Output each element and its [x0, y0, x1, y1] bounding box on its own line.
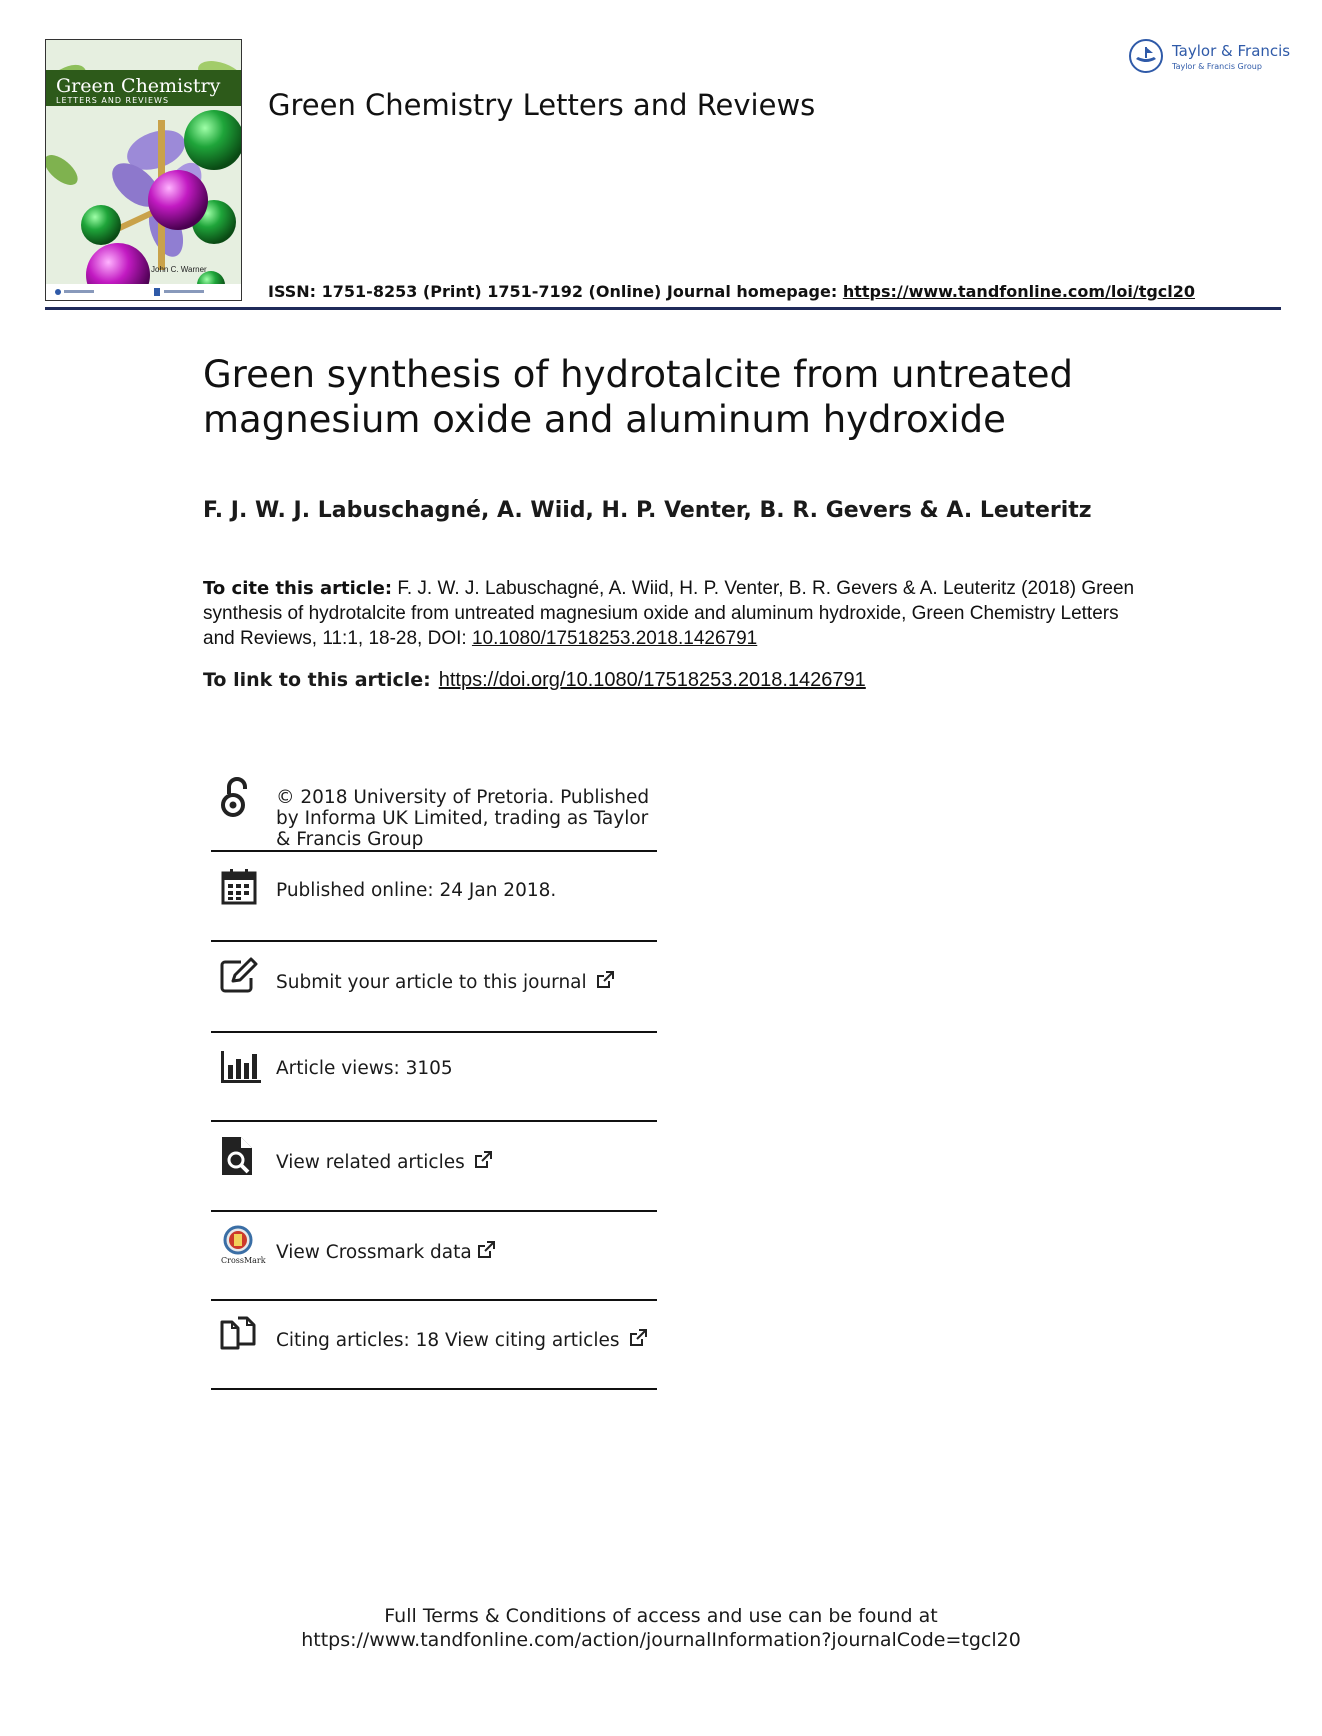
cover-subtitle: LETTERS AND REVIEWS — [56, 96, 170, 105]
calendar-icon — [219, 867, 259, 907]
info-row-submit[interactable] — [211, 942, 657, 1033]
publisher-name: Taylor & Francis — [1172, 42, 1291, 60]
search-document-icon — [219, 1135, 259, 1175]
citing-label: Citing articles: 18 View citing articles — [276, 1330, 620, 1351]
open-access-lock-icon — [219, 776, 259, 816]
external-link-icon — [628, 1328, 648, 1353]
published-text: Published online: 24 Jan 2018. — [276, 880, 557, 901]
issn-text: ISSN: 1751-8253 (Print) 1751-7192 (Online) Journal homepage: — [268, 282, 843, 301]
info-row-license — [211, 770, 657, 852]
info-row-views — [211, 1033, 657, 1122]
cite-text: F. J. W. J. Labuschagné, A. Wiid, H. P. Venter, B. R. Gevers & A. Leuteritz (2018) Green synthesis of hydrotalcite from untreated magnesium oxide and aluminum hydroxide, Green Chemistry Letters and Reviews, 11:1, 18-28, DOI: — [203, 578, 1135, 649]
external-link-icon — [595, 970, 615, 995]
footer-terms-link[interactable]: https://www.tandfonline.com/action/journalInformation?journalCode=tgcl20 — [301, 1629, 1021, 1651]
taylor-francis-logo-icon — [1128, 38, 1164, 74]
publisher-group: Taylor & Francis Group — [1172, 62, 1262, 71]
related-articles-link[interactable] — [276, 1150, 493, 1175]
cover-editor: John C. Warner — [151, 265, 207, 274]
link-block — [203, 669, 866, 692]
authors: F. J. W. J. Labuschagné, A. Wiid, H. P. Venter, B. R. Gevers & A. Leuteritz — [203, 498, 1092, 523]
external-link-icon — [476, 1240, 496, 1265]
info-row-crossmark[interactable] — [211, 1212, 657, 1301]
cite-doi-link[interactable]: 10.1080/17518253.2018.1426791 — [471, 628, 758, 649]
views-text: Article views: 3105 — [276, 1058, 453, 1079]
cite-label: To cite this article: — [203, 578, 393, 599]
divider — [211, 1388, 657, 1390]
citing-articles-link[interactable] — [276, 1328, 648, 1353]
copy-documents-icon — [219, 1314, 259, 1354]
bar-chart-icon — [219, 1049, 259, 1089]
info-row-related[interactable] — [211, 1122, 657, 1212]
external-link-icon — [473, 1150, 493, 1175]
related-label: View related articles — [276, 1152, 465, 1173]
submit-link[interactable] — [276, 970, 615, 995]
submit-label: Submit your article to this journal — [276, 972, 587, 993]
link-label: To link to this article: — [203, 669, 431, 691]
crossmark-link[interactable] — [276, 1240, 496, 1265]
citation-block — [203, 576, 1153, 651]
article-title: Green synthesis of hydrotalcite from untreated magnesium oxide and aluminum hydroxide — [203, 353, 1074, 441]
crossmark-logo-text: CrossMark — [221, 1256, 266, 1265]
journal-cover — [45, 39, 242, 301]
cover-title: Green Chemistry — [56, 75, 221, 97]
footer-line-1: Full Terms & Conditions of access and use can be found at — [384, 1605, 938, 1627]
header-rule — [45, 307, 1281, 310]
footer — [0, 1604, 1322, 1652]
info-row-citing[interactable] — [211, 1301, 657, 1390]
journal-homepage-link[interactable]: https://www.tandfonline.com/loi/tgcl20 — [842, 282, 1196, 301]
license-text: © 2018 University of Pretoria. Published by Informa UK Limited, trading as Taylor & Francis Group — [276, 787, 650, 850]
crossmark-label: View Crossmark data — [276, 1242, 472, 1263]
journal-title: Green Chemistry Letters and Reviews — [268, 88, 816, 122]
article-doi-link[interactable]: https://doi.org/10.1080/17518253.2018.1426791 — [438, 669, 866, 691]
info-row-published — [211, 852, 657, 942]
issn-line — [268, 282, 1195, 301]
edit-icon — [219, 956, 259, 996]
